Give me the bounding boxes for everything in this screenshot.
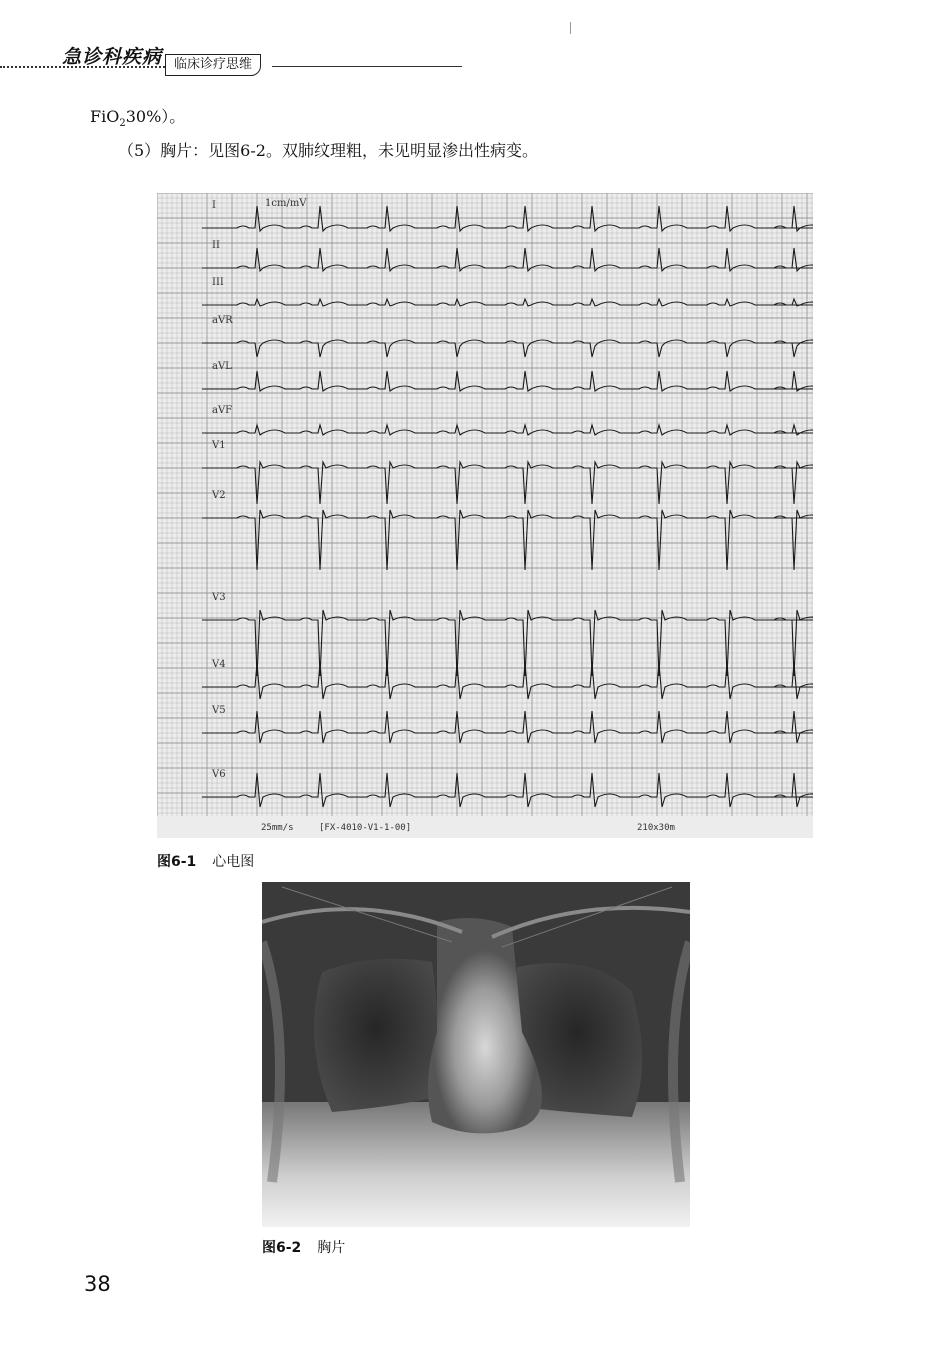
ecg-lead-label-v6: V6 (212, 769, 226, 780)
xray-caption-text: 胸片 (317, 1240, 346, 1256)
ecg-lead-label-avr: aVR (212, 315, 233, 326)
ecg-footer-size: 210x30m (637, 823, 675, 833)
page-number: 38 (84, 1272, 111, 1296)
ecg-lead-label-iii: III (212, 277, 224, 288)
header-rule (272, 66, 462, 67)
ecg-caption-number: 图6-1 (157, 854, 197, 870)
ecg-image (157, 193, 813, 838)
ecg-lead-label-v4: V4 (212, 659, 226, 670)
ecg-lead-label-ii: II (212, 240, 220, 251)
ecg-footer-code: [FX-4010-V1-1-00] (319, 823, 412, 833)
ecg-lead-label-v3: V3 (212, 592, 226, 603)
ecg-paper (157, 193, 813, 838)
ecg-lead-label-v2: V2 (212, 490, 226, 501)
chest-xray-image (262, 882, 690, 1227)
ecg-lead-label-v1: V1 (212, 440, 226, 451)
series-badge: 临床诊疗思维 (165, 54, 261, 76)
ecg-calibration-label: 1cm/mV (265, 198, 307, 209)
xray-right-lung (314, 959, 439, 1112)
crop-mark (570, 22, 571, 34)
ecg-lead-label-v5: V5 (212, 705, 226, 716)
fio2-prefix: FiO (90, 107, 120, 126)
ecg-lead-label-avf: aVF (212, 405, 233, 416)
text-line-chest-film: （5）胸片：见图6-2。双肺纹理粗，未见明显渗出性病变。 (118, 141, 538, 160)
chest-xray-figure (262, 882, 690, 1227)
text-line-fio2 (90, 104, 185, 129)
ecg-caption-text: 心电图 (212, 854, 255, 870)
xray-caption-number: 图6-2 (262, 1240, 302, 1256)
ecg-figure (157, 193, 813, 838)
fio2-subscript: 2 (119, 118, 126, 130)
xray-caption (262, 1237, 345, 1257)
book-title: 急诊科疾病 (62, 46, 163, 68)
ecg-lead-label-avl: aVL (212, 361, 232, 372)
header-dotted-rule (0, 66, 165, 68)
ecg-lead-label-i: I (212, 200, 216, 211)
ecg-footer-speed: 25mm/s (261, 823, 294, 833)
ecg-caption (157, 851, 254, 871)
fio2-suffix: 30%）。 (125, 107, 186, 126)
